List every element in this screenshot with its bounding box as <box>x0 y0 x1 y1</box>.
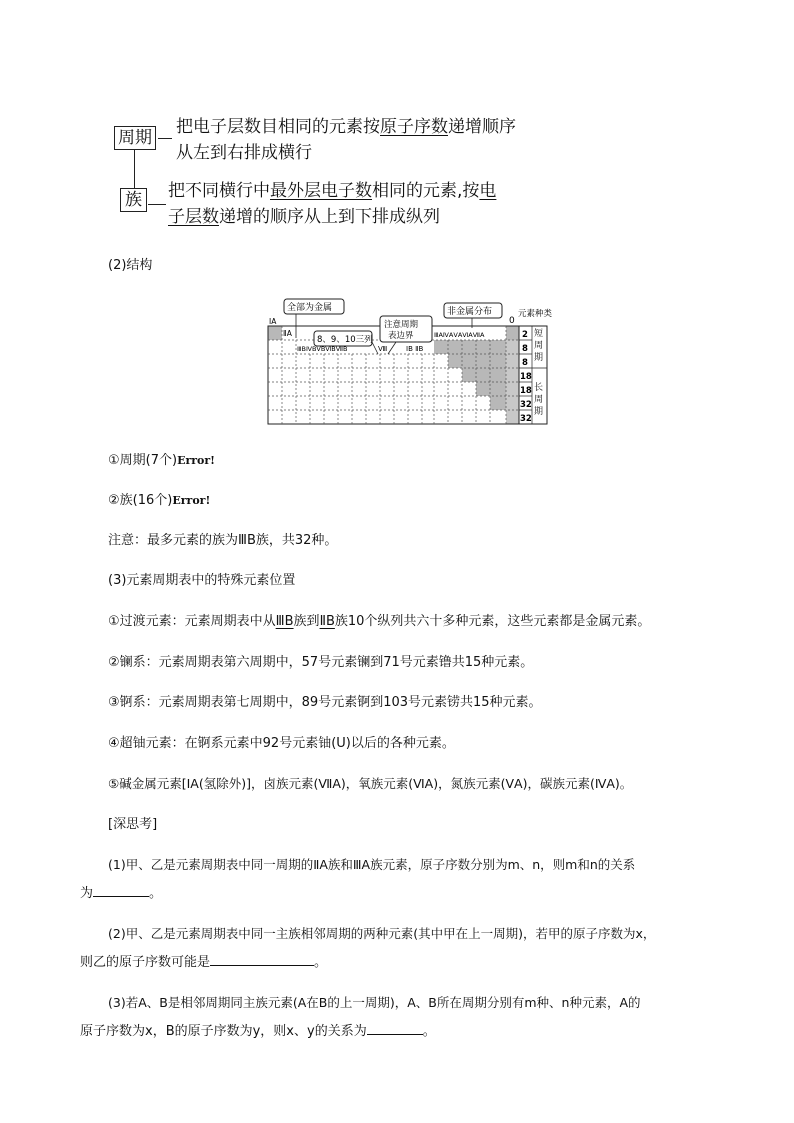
period-connector <box>158 138 172 139</box>
short-period-label: 短周期 <box>534 329 544 363</box>
kinds-header: 元素种类 <box>518 309 553 319</box>
count-1: 2 <box>522 330 528 340</box>
callout-boundary-2: 表边界 <box>388 331 414 341</box>
callout-all-metal: 全部为金属 <box>287 303 333 313</box>
count-4: 18 <box>520 372 532 382</box>
answer-blank-3[interactable] <box>367 1022 423 1035</box>
long-period-label: 长周期 <box>534 383 544 417</box>
count-2: 8 <box>522 344 528 354</box>
question-3-line2: 原子序数为x，B的原子序数为y，则x、y的关系为 。 <box>80 1024 436 1039</box>
item-lanthanide: ②镧系：元素周期表第六周期中，57号元素镧到71号元素镥共15种元素。 <box>108 655 534 670</box>
item-group: ②族(16个)Error! <box>108 493 211 508</box>
answer-blank-2[interactable] <box>210 953 314 966</box>
count-7: 32 <box>520 414 532 424</box>
note: 注意：最多元素的族为ⅢB族，共32种。 <box>108 533 338 548</box>
item-period: ①周期(7个)Error! <box>108 453 216 468</box>
group-label: 族 <box>125 190 142 210</box>
section-structure: (2)结构 <box>108 258 153 273</box>
think-title: [深思考] <box>108 817 158 832</box>
col-VIII: Ⅷ <box>378 345 388 353</box>
shade-IA-1 <box>268 326 282 340</box>
question-2-line2: 则乙的原子序数可能是 。 <box>80 955 328 970</box>
item-transuranium: ④超铀元素：在锕系元素中92号元素铀(U)以后的各种元素。 <box>108 736 455 751</box>
shade-row4 <box>462 368 506 382</box>
cols-IB-IIB: ⅠB ⅡB <box>406 345 424 353</box>
period-definition-line2: 从左到右排成横行 <box>176 143 312 163</box>
col-0: 0 <box>509 316 515 326</box>
group-definition-line2: 子层数递增的顺序从上到下排成纵列 <box>168 207 440 227</box>
count-3: 8 <box>522 358 528 368</box>
concept-diagram <box>110 112 550 232</box>
question-1-line2: 为 。 <box>80 886 163 901</box>
group-error: Error! <box>172 494 211 507</box>
periodic-table-svg <box>266 298 566 426</box>
question-2-line1: (2)甲、乙是元素周期表中同一主族相邻周期的两种元素(其中甲在上一周期)，若甲的原子序数为x， <box>108 926 656 941</box>
callout-boundary-pointer <box>388 342 396 354</box>
shade-row6 <box>490 396 506 410</box>
vertical-connector <box>134 150 135 188</box>
period-error: Error! <box>177 454 216 467</box>
group-connector <box>148 204 166 205</box>
col-IIA: ⅡA <box>283 329 292 338</box>
period-label: 周期 <box>118 128 152 148</box>
shade-row5 <box>476 382 506 396</box>
cols-B: ⅢBⅣBⅤBⅥBⅦB <box>297 345 348 353</box>
group-definition-line1: 把不同横行中最外层电子数相同的元素,按电 <box>168 181 497 201</box>
count-5: 18 <box>520 386 532 396</box>
answer-blank-1[interactable] <box>93 884 149 897</box>
periodic-table-figure <box>266 298 566 426</box>
item-families: ⑤碱金属元素[ⅠA(氢除外)]，卤族元素(ⅦA)，氧族元素(ⅥA)，氮族元素(ⅤA)，碳族元素(ⅣA)。 <box>108 776 633 791</box>
callout-nonmetal: 非金属分布 <box>447 307 493 317</box>
item-transition: ①过渡元素：元素周期表中从ⅢB族到ⅡB族10个纵列共六十多种元素，这些元素都是金属元素。 <box>108 614 651 629</box>
item-actinide: ③锕系：元素周期表第七周期中，89号元素锕到103号元素铹共15种元素。 <box>108 695 542 710</box>
question-1-line1: (1)甲、乙是元素周期表中同一周期的ⅡA族和ⅢA族元素，原子序数分别为m、n，则m和n的关系 <box>108 857 636 872</box>
shade-0-1 <box>506 326 519 340</box>
period-label-box <box>114 126 156 150</box>
callout-boundary-1: 注意周期 <box>384 320 419 330</box>
callout-cols: 8、9、10三列 <box>317 335 373 345</box>
cols-A: ⅢAⅣAⅤAⅥAⅦA <box>434 331 485 339</box>
special-title: (3)元素周期表中的特殊元素位置 <box>108 573 296 588</box>
period-definition-line1: 把电子层数目相同的元素按原子序数递增顺序 <box>176 117 516 137</box>
count-6: 32 <box>520 400 532 410</box>
shade-row2 <box>434 340 506 354</box>
col-IA: ⅠA <box>269 317 277 326</box>
question-3-line1: (3)若A、B是相邻周期同主族元素(A在B的上一周期)，A、B所在周期分别有m种、n种元素，A的 <box>108 995 641 1010</box>
group-label-box <box>120 188 147 212</box>
shade-row3 <box>448 354 506 368</box>
